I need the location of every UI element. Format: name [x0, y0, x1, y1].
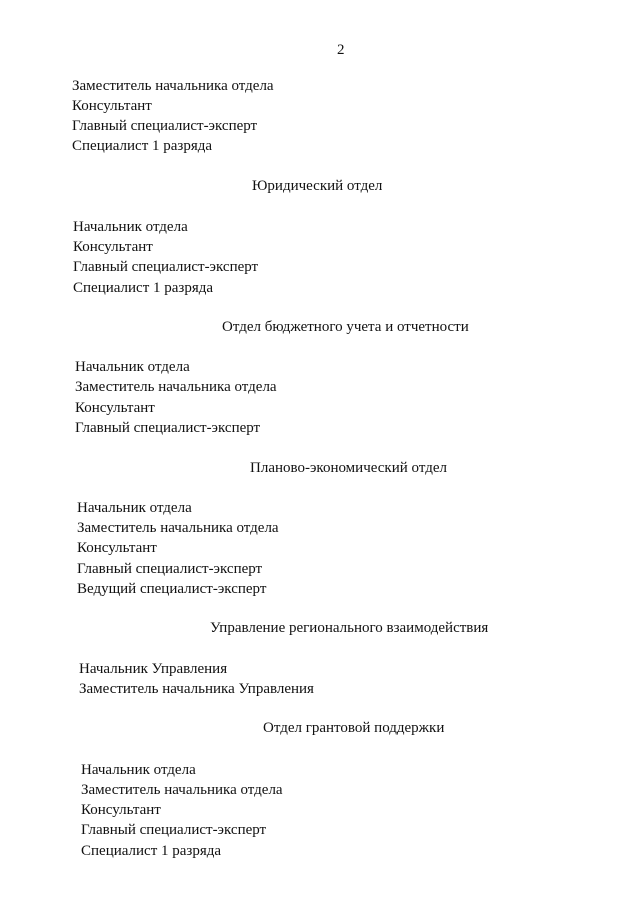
- position-line: Консультант: [75, 400, 155, 416]
- position-line: Заместитель начальника отдела: [75, 379, 277, 395]
- position-line: Главный специалист-эксперт: [81, 822, 267, 838]
- position-line: Начальник отдела: [73, 219, 188, 235]
- position-line: Заместитель начальника отдела: [81, 782, 283, 798]
- position-line: Начальник отдела: [75, 359, 190, 375]
- section-heading-planning: Планово-экономический отдел: [250, 460, 447, 476]
- section-heading-budget: Отдел бюджетного учета и отчетности: [222, 319, 469, 335]
- section-heading-grants: Отдел грантовой поддержки: [263, 720, 445, 736]
- position-line: Начальник отдела: [81, 762, 196, 778]
- position-line: Главный специалист-эксперт: [72, 118, 258, 134]
- position-line: Специалист 1 разряда: [72, 138, 213, 154]
- section-heading-regional: Управление регионального взаимодействия: [210, 620, 489, 636]
- position-line: Главный специалист-эксперт: [73, 259, 259, 275]
- position-line: Консультант: [73, 239, 153, 255]
- position-line: Консультант: [77, 540, 157, 556]
- position-line: Специалист 1 разряда: [81, 843, 222, 859]
- position-line: Главный специалист-эксперт: [75, 420, 261, 436]
- section-heading-legal: Юридический отдел: [252, 178, 383, 194]
- position-line: Специалист 1 разряда: [73, 280, 214, 296]
- position-line: Начальник Управления: [79, 661, 228, 677]
- position-line: Ведущий специалист-эксперт: [77, 581, 267, 597]
- position-line: Заместитель начальника Управления: [79, 681, 314, 697]
- page-number: 2: [337, 42, 345, 58]
- position-line: Начальник отдела: [77, 500, 192, 516]
- position-line: Заместитель начальника отдела: [77, 520, 279, 536]
- position-line: Консультант: [72, 98, 152, 114]
- position-line: Консультант: [81, 802, 161, 818]
- position-line: Заместитель начальника отдела: [72, 78, 274, 94]
- position-line: Главный специалист-эксперт: [77, 561, 263, 577]
